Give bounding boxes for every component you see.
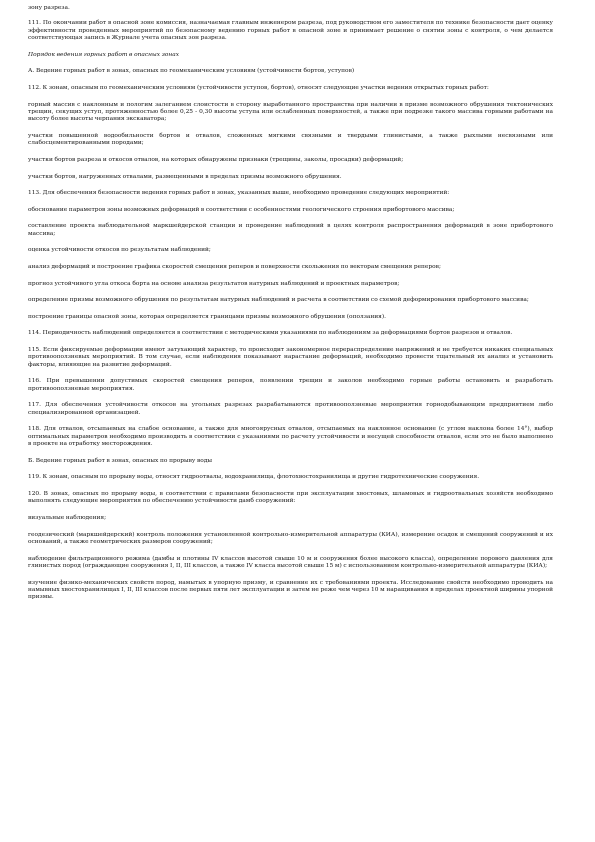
- list-item: оценка устойчивости откосов по результатам наблюдений;: [28, 247, 211, 254]
- list-item: определение призмы возможного обрушения по результатам натурных наблюдений и расчета в соответствии со схемой деформирования прибортового массива;: [28, 297, 529, 304]
- paragraph-119: 119. К зонам, опасным по прорыву воды, относят гидроотвалы, водохранилища, флотохвостохранилища и другие гидротехнические сооружения.: [28, 474, 480, 481]
- paragraph-111: 111. По окончании работ в опасной зоне комиссия, назначаемая главным инженером разреза, под руководством его заместителя по технике безопасности дает оценку эффективности проведенных мероприятий по безопасному ведению горных работ в опасной зоне и принимает решение о снятии зоны с контроля, о чем делается соответствующая запись в Журнале учета опасных зон разреза.: [28, 20, 553, 42]
- paragraph-118: 118. Для отвалов, отсыпаемых на слабое основание, а также для многоярусных отвалов, отсыпаемых на наклонное основание (с углом наклона более 14°), выбор оптимальных параметров необходимо производить в соответствии с указаниями по расчету устойчивости и несущей способности отвалов, если это не было выполнено в проекте на отработку месторождения.: [28, 426, 553, 448]
- list-item: участки бортов разреза и откосов отвалов, на которых обнаружены признаки (трещины, заколы, просадки) деформаций;: [28, 157, 404, 163]
- list-item: построение границы опасной зоны, которая определяется границами призмы возможного обрушения (оползания).: [28, 313, 386, 320]
- paragraph-continuation: зону разреза.: [28, 5, 70, 11]
- list-item: изучение физико-механических свойств пород, намытых в упорную призму, и сравнение их с требованиями проекта. Исследование свойств необходимо проводить на намывных хвостохранилищах I, II, III классов после первых пяти лет эксплуатации и затем не реже чем через 10 м наращивания в пределах проектной ширины упорной призмы.: [28, 579, 553, 601]
- paragraph-117: 117. Для обеспечения устойчивости откосов на угольных разрезах разрабатываются противооползневые мероприятия горнодобывающим предприятием либо специализированной организацией.: [28, 402, 553, 416]
- list-item: наблюдение фильтрационного режима (дамбы и плотины IV классов высотой свыше 10 м и сооружения более высокого класса), определение порового давления для глинистых пород (ограждающие сооружения I, II, III классов, а также IV класса высотой свыше 15 м) с использованием контрольно-измерительной аппаратуры (КИА);: [28, 555, 553, 569]
- list-item: геодезический (маркшейдерский) контроль положения установленной контрольно-измерительной аппаратуры (КИА), измерение осадок и смещений сооружений и их оснований, а также геометрических размеров сооружений;: [28, 531, 553, 545]
- paragraph-114: 114. Периодичность наблюдений определяется в соответствии с методическими указаниями по наблюдениям за деформациями бортов разрезов и отвалов.: [28, 330, 513, 337]
- list-item: анализ деформаций и построение графика скоростей смещения реперов и поверхности скольжения по векторам смещения реперов;: [28, 263, 441, 270]
- list-item: визуальные наблюдения;: [28, 514, 107, 521]
- list-item: составление проекта наблюдательной маркшейдерской станции и проведение наблюдений в целях контроля распространения деформаций в зоне прибортового массива;: [28, 223, 553, 237]
- paragraph-112: 112. К зонам, опасным по геомеханическим условиям (устойчивости уступов, бортов), относят следующие участки ведения открытых горных работ:: [28, 85, 489, 91]
- list-item: прогноз устойчивого угла откоса борта на основе анализа результатов натурных наблюдений и проектных параметров;: [28, 280, 400, 287]
- paragraph-113: 113. Для обеспечения безопасности ведения горных работ в зонах, указанных выше, необходимо проведение следующих мероприятий:: [28, 190, 450, 197]
- paragraph-120: 120. В зонах, опасных по прорыву воды, в соответствии с правилами безопасности при эксплуатации хвостовых, шламовых и гидроотвальных хозяйств необходимо выполнять следующие мероприятия по обеспечению устойчивости дамб сооружений:: [28, 490, 553, 505]
- section-heading-a: А. Ведение горных работ в зонах, опасных по геомеханическим условиям (устойчивости бортов, уступов): [28, 68, 355, 75]
- list-item: горный массив с наклонным и пологим залеганием слоистости в сторону выработанного пространства при наличии в призме возможного обрушения тектонических трещин, секущих уступ, протяженностью более 0,25 - 0,30 высоты уступа или ослабленных поверхностей, а также при подрезке такого массива горными работами на высоту более высоты черпания экскаватора;: [28, 101, 553, 123]
- list-item: участки повышенной водообильности бортов и отвалов, сложенных мягкими связными и твердыми глинистыми, а также рыхлыми несвязными или слабосцементированными породами;: [28, 133, 553, 147]
- list-item: участки бортов, нагруженных отвалами, размещенными в пределах призмы возможного обрушения.: [28, 173, 342, 180]
- subheading-procedure: Порядок ведения горных работ в опасных зонах: [28, 51, 180, 58]
- section-heading-b: Б. Ведение горных работ в зонах, опасных по прорыву воды: [28, 457, 213, 464]
- list-item: обоснование параметров зоны возможных деформаций в соответствии с особенностями геологического строения прибортового массива;: [28, 206, 455, 213]
- paragraph-115: 115. Если фиксируемые деформации имеют затухающий характер, то происходит закономерное перераспределение напряжений и не требуется никаких специальных противооползневых мероприятий. В том случае, если наблюдения показывают нарастание деформаций, необходимо провести тщательный их анализ и установить факторы, влияющие на развитие деформаций.: [28, 346, 553, 368]
- paragraph-116: 116. При превышении допустимых скоростей смещения реперов, появлении трещин и заколов необходимо горные работы остановить и разработать противооползневые мероприятия.: [28, 378, 553, 392]
